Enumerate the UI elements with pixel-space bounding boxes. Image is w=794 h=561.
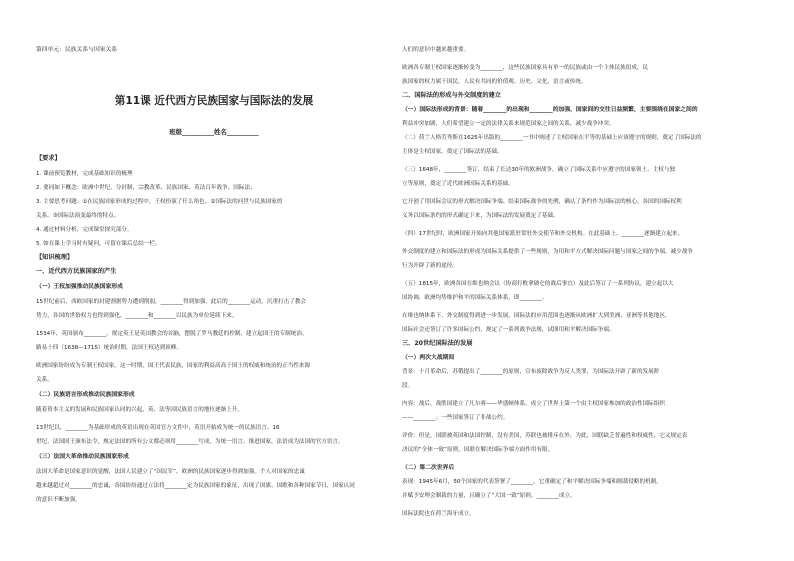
right-text-line: 立等原则，奠定了近代欧洲国际关系的基础。 [402,181,514,187]
right-text-line: （二）第二次世界后 [402,465,455,471]
right-text-line: 并赋予安理会制裁的力量，且确立了“大国一致”原则。________成立。 [402,493,576,499]
left-text-line: 的意识不断加强。 [36,497,81,503]
left-text-line: 【要求】 [36,155,61,162]
right-text-line: （四）17世纪时，欧洲国家开始向其他国家派驻常驻外交使节和外交机构。在此基础上，________逐渐建立起来。 [402,231,684,237]
right-text-line: 国协调、欧洲均势维护和平的国际关系体系，即________。 [402,295,548,301]
left-text-line: 1534年，英国颁布________，规定英王是英国教会的首脑，摆脱了罗马教廷的控制，建立起国王的专制统治。 [36,331,308,337]
left-text-line: 2. 要同如下概念：欧洲中世纪、分封制、宗教改革、民族国家、英法百年战争、国际法； [36,185,256,191]
right-text-line: 人们的意识中越来越重要。 [402,47,470,53]
right-text-line: 外交制度的建立和国际法的形成为国际关系提供了一些规则，为用和平方式解决国际问题与国家之间的争端，减少战争 [402,249,693,255]
left-text-line: （二）民族语言形成推动民族国家形成 [36,392,135,398]
right-text-line: 它开创了用国际会议的形式解决国际争端、结束国际战争的先例，确认了条约作为国际法的核心，各国的国际权利 [402,199,682,205]
left-text-line: 5. 如在课上学习时有疑问，可留在课后总结一栏。 [36,241,161,247]
right-text-line: 在维也纳体系下，外交制度得到进一步发展，国际法的应用范围也逐渐从欧洲扩大到美洲、亚洲等其他地区， [402,313,671,319]
right-text-line: 三、20世纪国际法的发展 [402,340,473,347]
left-text-line: 15世纪前后，西欧国家的封建割据势力遭到削弱，________得到加强。此后的________运动，沉重打击了教会 [36,299,307,305]
right-text-line: 决议的“全体一致”原则，国联在解决国际争端方面作用有限。 [402,447,554,453]
left-text-line: （一）王权加强推动民族国家形成 [36,284,123,290]
right-text-line: （五）1815年，欧洲各国在维也纳会议（协商打败拿破仑的战后事宜）及此后签订了一系列协议，建立起以大 [402,281,674,287]
right-text-line: （一）两次大战期间 [402,355,455,361]
left-text-line: 欧洲国家纷纷成为专制王权国家。这一时期，国王代表民族，国家的利益高高于国王的权威和统治的正当性来源 [36,363,311,369]
left-text-line: 关系。③国际法演变最终的特点。 [36,213,120,219]
right-text-line: 段。 [402,383,414,389]
right-text-line: 利益冲突加剧，人们希望建立一定的法律关系来规范国家之间的关系，减少战争冲突。 [402,121,615,127]
left-text-line: 3. 主要思考问题：①在民族国家形成的过程中，王权扮演了什么角色。②国际法的问世与民族国家的 [36,199,283,205]
right-text-line: 欧洲各专制王权国家逐渐转变为________，这些民族国家具有单一的民族或由一个主体民族组成，民 [402,65,649,71]
right-text-line: 背景：十月革命后，苏俄提出了________的原则，宣布废除战争为反人类罪，为国际法开辟了新的发展阶 [402,369,660,375]
right-text-line: 族国家的权力属于国民，人民有共同的价值观、历史、文化、语言或传统。 [402,79,587,85]
right-text-line: （一）国际法形成的背景：随着________的出现和________的加强，国家间的交往日益频繁，主要围绕在国家之间的 [402,107,698,113]
right-text-line: 国际社会还签订了许多国际公约，规定了一系列战争法规，试图用和平解决国际争端。 [402,327,615,333]
left-text-line: 【知识梳理】 [36,254,74,261]
left-text-line: 法国大革命是国家意识的觉醒，法国人民建立了“国民军”，欧洲的民族国家逐步得到加强。个人对国家的忠诚 [36,469,305,475]
right-text-line: （二）荷兰人格劳秀斯在1625年出版的________一书中阐述了主权国家在平等的基础上应该遵守的规则，奠定了国际法的 [402,135,702,141]
right-text-line: ——________；一些国家签订了非战公约。 [402,415,509,421]
right-text-line: （三）1648年，________签订，结束了长达30年的欧洲战争，确立了国际关系中应遵守的国家领土、主权与独 [402,167,676,173]
right-text-line: 内容：战后，战胜国建立了凡尔赛——华盛顿体系，成立了世界上第一个由主权国家参加的政治性国际组织 [402,401,665,407]
right-text-line: 评价：但是，国联被英国和法国控制，没有美国，苏联也被排斥在外，为此，国联缺乏普遍性和权威性，它又规定表 [402,433,688,439]
right-text-line: 二、国际法的形成与外交制度的建立 [402,92,501,99]
left-text-line: 1. 课前预览教材，完成基础知识的梳理 [36,171,133,177]
right-text-line: 行为开辟了新的途径。 [402,263,458,269]
left-text-line: 4. 通过材料分析，完成课堂探究部分。 [36,227,133,233]
left-text-line: 关系。 [36,377,53,383]
left-text-line: 势力，各国的世俗权力也得到强化，________和________以民族为单位延续下来。 [36,313,238,319]
right-text-line: 表现：1945年6月，50个国家的代表签署了________，它重确定了和平解决国际争端和制裁侵略的机制， [402,479,662,485]
page-title: 第11课 近代西方民族国家与国际法的发展 [114,95,314,107]
left-text-line: 越来越超过对________的忠诚，各国纷纷通过立法将________定为民族国家的象征，出现了国旗、国歌和各种国家节日，国家认同 [36,483,355,489]
class-name-line: 班级__________姓名__________ [169,128,259,136]
left-text-line: 路易十四（1638—1715）统治时期，法国王权达到顶峰。 [36,345,182,351]
left-text-line: 13世纪以，________为基础形成的英语出现在英国官方文件中，英语开始成为统一的民族语言。16 [36,425,280,431]
left-text-line: （三）法国大革命推动民族国家形成 [36,454,129,460]
right-text-line: 国际法院也在荷兰海牙成立。 [402,511,475,517]
left-text-line: 世纪，法国国王颁布法令，规定法国的所有公文都必须用________写成，为统一语言、推进国家，法语成为法国的官方语言。 [36,439,344,445]
left-text-line: 随着资本主义的发展和民族国家认同的兴起，英、法等国民族语言的地位逐渐上升。 [36,407,243,413]
left-text-line: 一、近代西方民族国家的产生 [36,268,117,275]
right-text-line: 主体是主权国家，奠定了国际法的基础。 [402,149,503,155]
unit-header: 第四单元：民族关系与国家关系 [36,47,118,53]
right-text-line: 义务以国际条约的形式确定下来，为国际法的发展奠定了基础。 [402,213,559,219]
